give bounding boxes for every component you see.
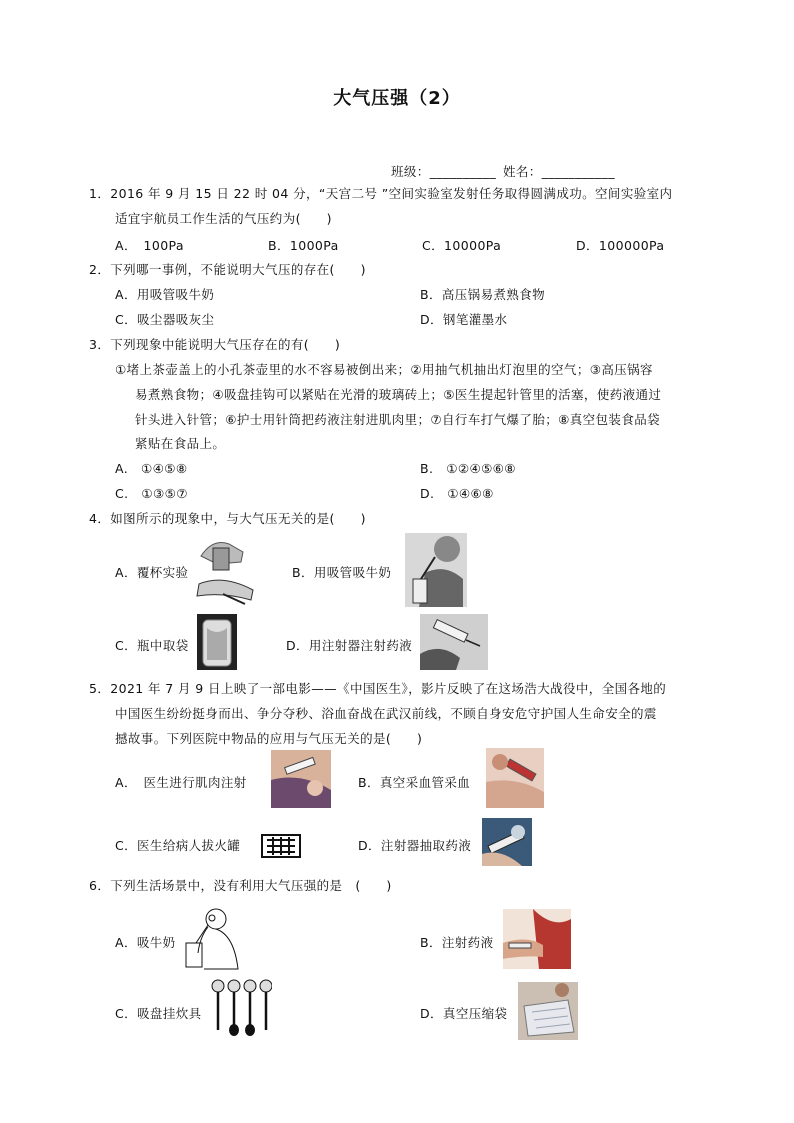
q3-line2: 易煮熟食物；④吸盘挂钩可以紧贴在光滑的玻璃砖上；⑤医生提起针管里的活塞，使药液通过 xyxy=(135,387,662,402)
q3-option-c: C. ①③⑤⑦ xyxy=(115,486,188,501)
page-title: 大气压强（2） xyxy=(333,88,461,109)
q6-option-c: C．吸盘挂炊具 xyxy=(115,1006,202,1021)
name-field: 姓名：___________ xyxy=(503,164,615,179)
q6-option-d: D．真空压缩袋 xyxy=(420,1006,508,1021)
injection-photo xyxy=(503,909,571,969)
muscle-injection-image xyxy=(271,750,331,808)
q4-option-b: B．用吸管吸牛奶 xyxy=(292,565,392,580)
q4-stem: 4．如图所示的现象中，与大气压无关的是( ) xyxy=(89,511,366,526)
q6-option-a: A．吸牛奶 xyxy=(115,935,176,950)
straw-milk-image xyxy=(405,533,467,607)
q5-option-d: D．注射器抽取药液 xyxy=(358,838,472,853)
q1-option-c: C．10000Pa xyxy=(422,238,502,253)
q4-option-a: A．覆杯实验 xyxy=(115,565,189,580)
q1-option-a: A． 100Pa xyxy=(115,238,184,253)
q6-stem: 6．下列生活场景中，没有利用大气压强的是 ( ) xyxy=(89,878,392,893)
q3-line4: 紧贴在食品上。 xyxy=(135,436,226,451)
vacuum-bag-image xyxy=(518,982,578,1040)
q6-option-b: B．注射药液 xyxy=(420,935,494,950)
q2-option-b: B．高压锅易煮熟食物 xyxy=(420,287,546,302)
q5-line1: 5．2021 年 7 月 9 日上映了一部电影——《中国医生》，影片反映了在这场浩大战役中，全国各地的 xyxy=(89,681,667,696)
q3-line1: ①堵上茶壶盖上的小孔茶壶里的水不容易被倒出来；②用抽气机抽出灯泡里的空气；③高压锅容 xyxy=(115,362,653,377)
q2-option-c: C．吸尘器吸灰尘 xyxy=(115,312,215,327)
q4-option-d: D．用注射器注射药液 xyxy=(286,638,413,653)
q3-option-b: B. ①②④⑤⑥⑧ xyxy=(420,461,516,476)
syringe-injection-image xyxy=(420,614,488,670)
q3-line3: 针头进入针管；⑥护士用针筒把药液注射进肌肉里；⑦自行车打气爆了胎；⑧真空包装食品袋 xyxy=(135,412,661,427)
q3-option-d: D. ①④⑥⑧ xyxy=(420,486,494,501)
q5-option-b: B．真空采血管采血 xyxy=(358,775,471,790)
q1-line2: 适宜宇航员工作生活的气压约为( ) xyxy=(115,211,332,226)
q2-stem: 2．下列哪一事例，不能说明大气压的存在( ) xyxy=(89,262,366,277)
suction-hook-utensils-image xyxy=(210,978,272,1038)
q1-line1: 1．2016 年 9 月 15 日 22 时 04 分，“天宫二号 ”空间实验室发射任务取得圆满成功。空间实验室内 xyxy=(89,186,673,201)
cupping-image xyxy=(261,834,301,858)
syringe-draw-image xyxy=(482,818,532,866)
q1-option-b: B．1000Pa xyxy=(268,238,339,253)
vacuum-blood-tube-image xyxy=(486,748,544,808)
q2-option-d: D．钢笔灌墨水 xyxy=(420,312,508,327)
q5-option-a: A． 医生进行肌肉注射 xyxy=(115,775,247,790)
q1-option-d: D．100000Pa xyxy=(576,238,665,253)
q3-stem: 3．下列现象中能说明大气压存在的有( ) xyxy=(89,337,341,352)
jar-bag-image xyxy=(197,614,237,670)
class-field: 班级：__________ xyxy=(391,164,497,179)
q5-line3: 撼故事。下列医院中物品的应用与气压无关的是( ) xyxy=(115,731,423,746)
q4-option-c: C．瓶中取袋 xyxy=(115,638,189,653)
q5-line2: 中国医生纷纷挺身而出、争分夺秒、浴血奋战在武汉前线，不顾自身安危守护国人生命安全的震 xyxy=(115,706,657,721)
q5-option-c: C．医生给病人拔火罐 xyxy=(115,838,241,853)
q2-option-a: A．用吸管吸牛奶 xyxy=(115,287,215,302)
drinking-milk-drawing xyxy=(182,905,242,971)
q3-option-a: A. ①④⑤⑧ xyxy=(115,461,188,476)
cup-experiment-image xyxy=(193,534,258,606)
